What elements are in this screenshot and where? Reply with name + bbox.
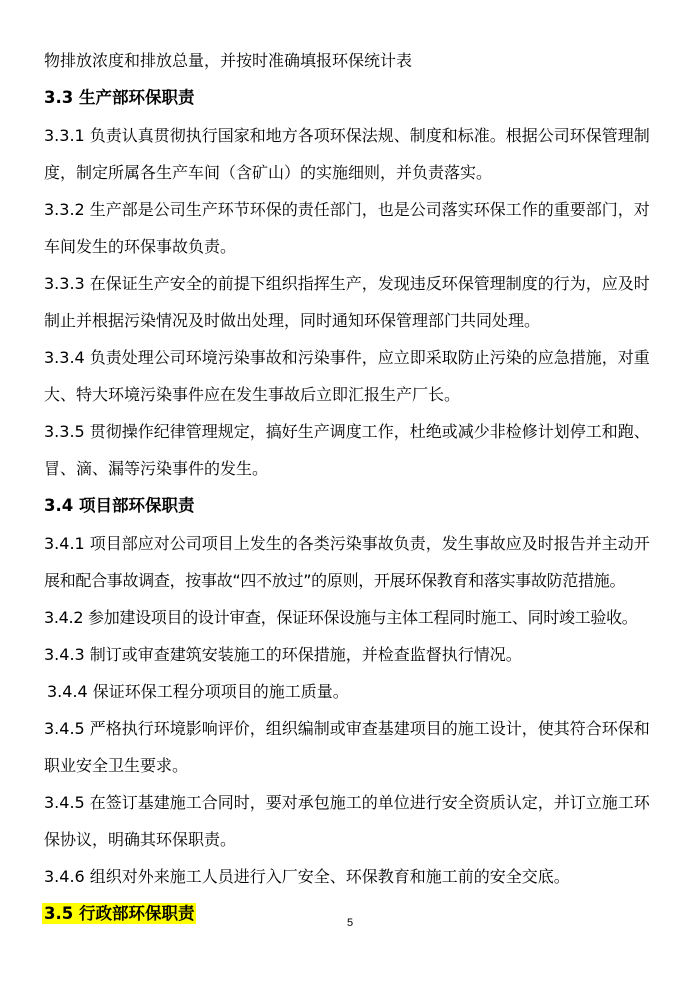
page-number: 5 (346, 917, 354, 929)
highlighted-heading: 3.5 行政部环保职责 (44, 904, 195, 923)
paragraph-line: 3.4.5 在签订基建施工合同时，要对承包施工的单位进行安全资质认定，并订立施工环 (44, 793, 650, 812)
paragraph-line: 3.4.4 保证环保工程分项项目的施工质量。 (47, 682, 349, 701)
paragraph-line: 3.4.5 严格执行环境影响评价，组织编制或审查基建项目的施工设计，使其符合环保和 (44, 719, 650, 738)
paragraph-line: 3.4.6 组织对外来施工人员进行入厂安全、环保教育和施工前的安全交底。 (44, 867, 570, 886)
paragraph-line: 展和配合事故调查，按事故“四不放过”的原则，开展环保教育和落实事故防范措施。 (44, 571, 626, 590)
paragraph-line: 职业安全卫生要求。 (44, 756, 189, 775)
paragraph-line: 冒、滴、漏等污染事件的发生。 (44, 459, 269, 478)
paragraph-line: 3.3.2 生产部是公司生产环节环保的责任部门，也是公司落实环保工作的重要部门，对 (44, 200, 650, 219)
paragraph-line: 3.3.5 贯彻操作纪律管理规定，搞好生产调度工作，杜绝或减少非检修计划停工和跑、 (44, 422, 650, 441)
document-body (44, 42, 668, 933)
paragraph-line: 3.4.1 项目部应对公司项目上发生的各类污染事故负责，发生事故应及时报告并主动开 (44, 534, 650, 553)
paragraph-line: 制止并根据污染情况及时做出处理，同时通知环保管理部门共同处理。 (44, 311, 541, 330)
paragraph-line: 保协议，明确其环保职责。 (44, 830, 237, 849)
paragraph-line: 车间发生的环保事故负责。 (44, 237, 237, 256)
paragraph-line: 3.4.3 制订或审查建筑安装施工的环保措施，并检查监督执行情况。 (44, 645, 522, 664)
paragraph-line: 3.3.1 负责认真贯彻执行国家和地方各项环保法规、制度和标准。根据公司环保管理制 (44, 126, 650, 145)
paragraph-line: 3.4.2 参加建设项目的设计审查，保证环保设施与主体工程同时施工、同时竣工验收。 (44, 608, 638, 627)
section-heading-3-3: 3.3 生产部环保职责 (44, 88, 195, 107)
section-heading-3-4: 3.4 项目部环保职责 (44, 496, 195, 515)
paragraph-line: 3.3.4 负责处理公司环境污染事故和污染事件，应立即采取防止污染的应急措施，对重 (44, 348, 650, 367)
paragraph-line: 大、特大环境污染事件应在发生事故后立即汇报生产厂长。 (44, 385, 461, 404)
paragraph-line: 度，制定所属各生产车间（含矿山）的实施细则，并负责落实。 (44, 163, 493, 182)
paragraph-line: 物排放浓度和排放总量，并按时准确填报环保统计表 (44, 51, 413, 70)
paragraph-line: 3.3.3 在保证生产安全的前提下组织指挥生产，发现违反环保管理制度的行为，应及时 (44, 274, 650, 293)
